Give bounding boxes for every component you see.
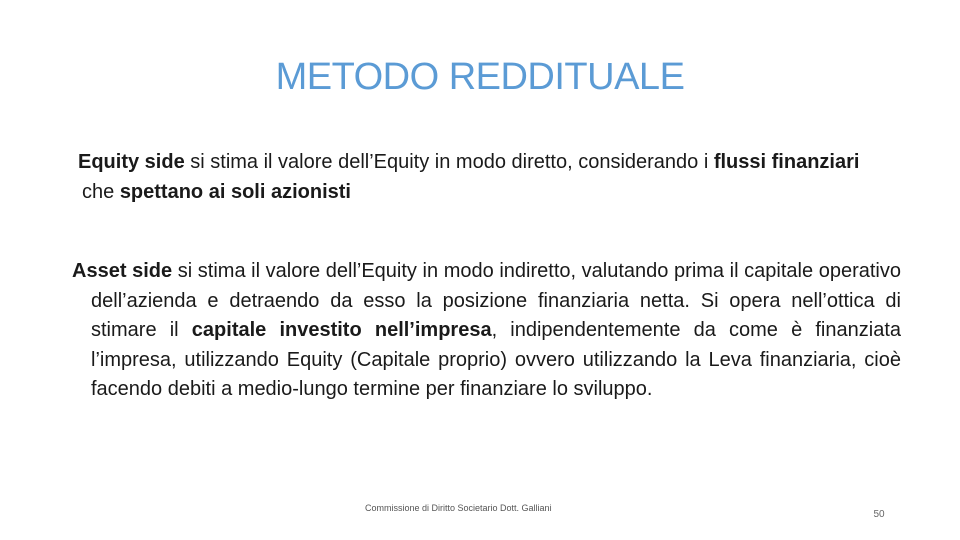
asset-side-bold-capitale: capitale investito nell’impresa [191,319,492,341]
equity-side-paragraph [66,148,882,207]
slide-title: METODO REDDITUALE [275,56,685,98]
equity-side-text-2: che [82,180,120,203]
equity-side-bold-flussi: flussi finanziari [713,151,860,173]
page-number: 50 [873,509,885,520]
footer-text: Commissione di Diritto Societario Dott. Galliani [365,503,552,513]
asset-side-term: Asset side [72,260,173,282]
asset-side-paragraph [72,257,901,405]
asset-side-text-2: , indipendentemente da come è finanziata l’impresa, utilizzando Equity (Capitale proprio) ovvero utilizzando la Leva finanziaria, cioè facendo debiti a medio-lungo termine per finanziare lo sviluppo. [91,319,901,400]
equity-side-term: Equity side [78,151,185,173]
equity-side-bold-azionisti: spettano ai soli azionisti [119,180,351,203]
asset-side-text-1: si stima il valore dell’Equity in modo indiretto, valutando prima il capitale operativo dell’azienda e detraendo da esso la posizione finanziaria netta. Si opera nell’ottica di stimare il [91,260,901,341]
equity-side-text-1: si stima il valore dell’Equity in modo diretto, considerando i [184,151,714,173]
